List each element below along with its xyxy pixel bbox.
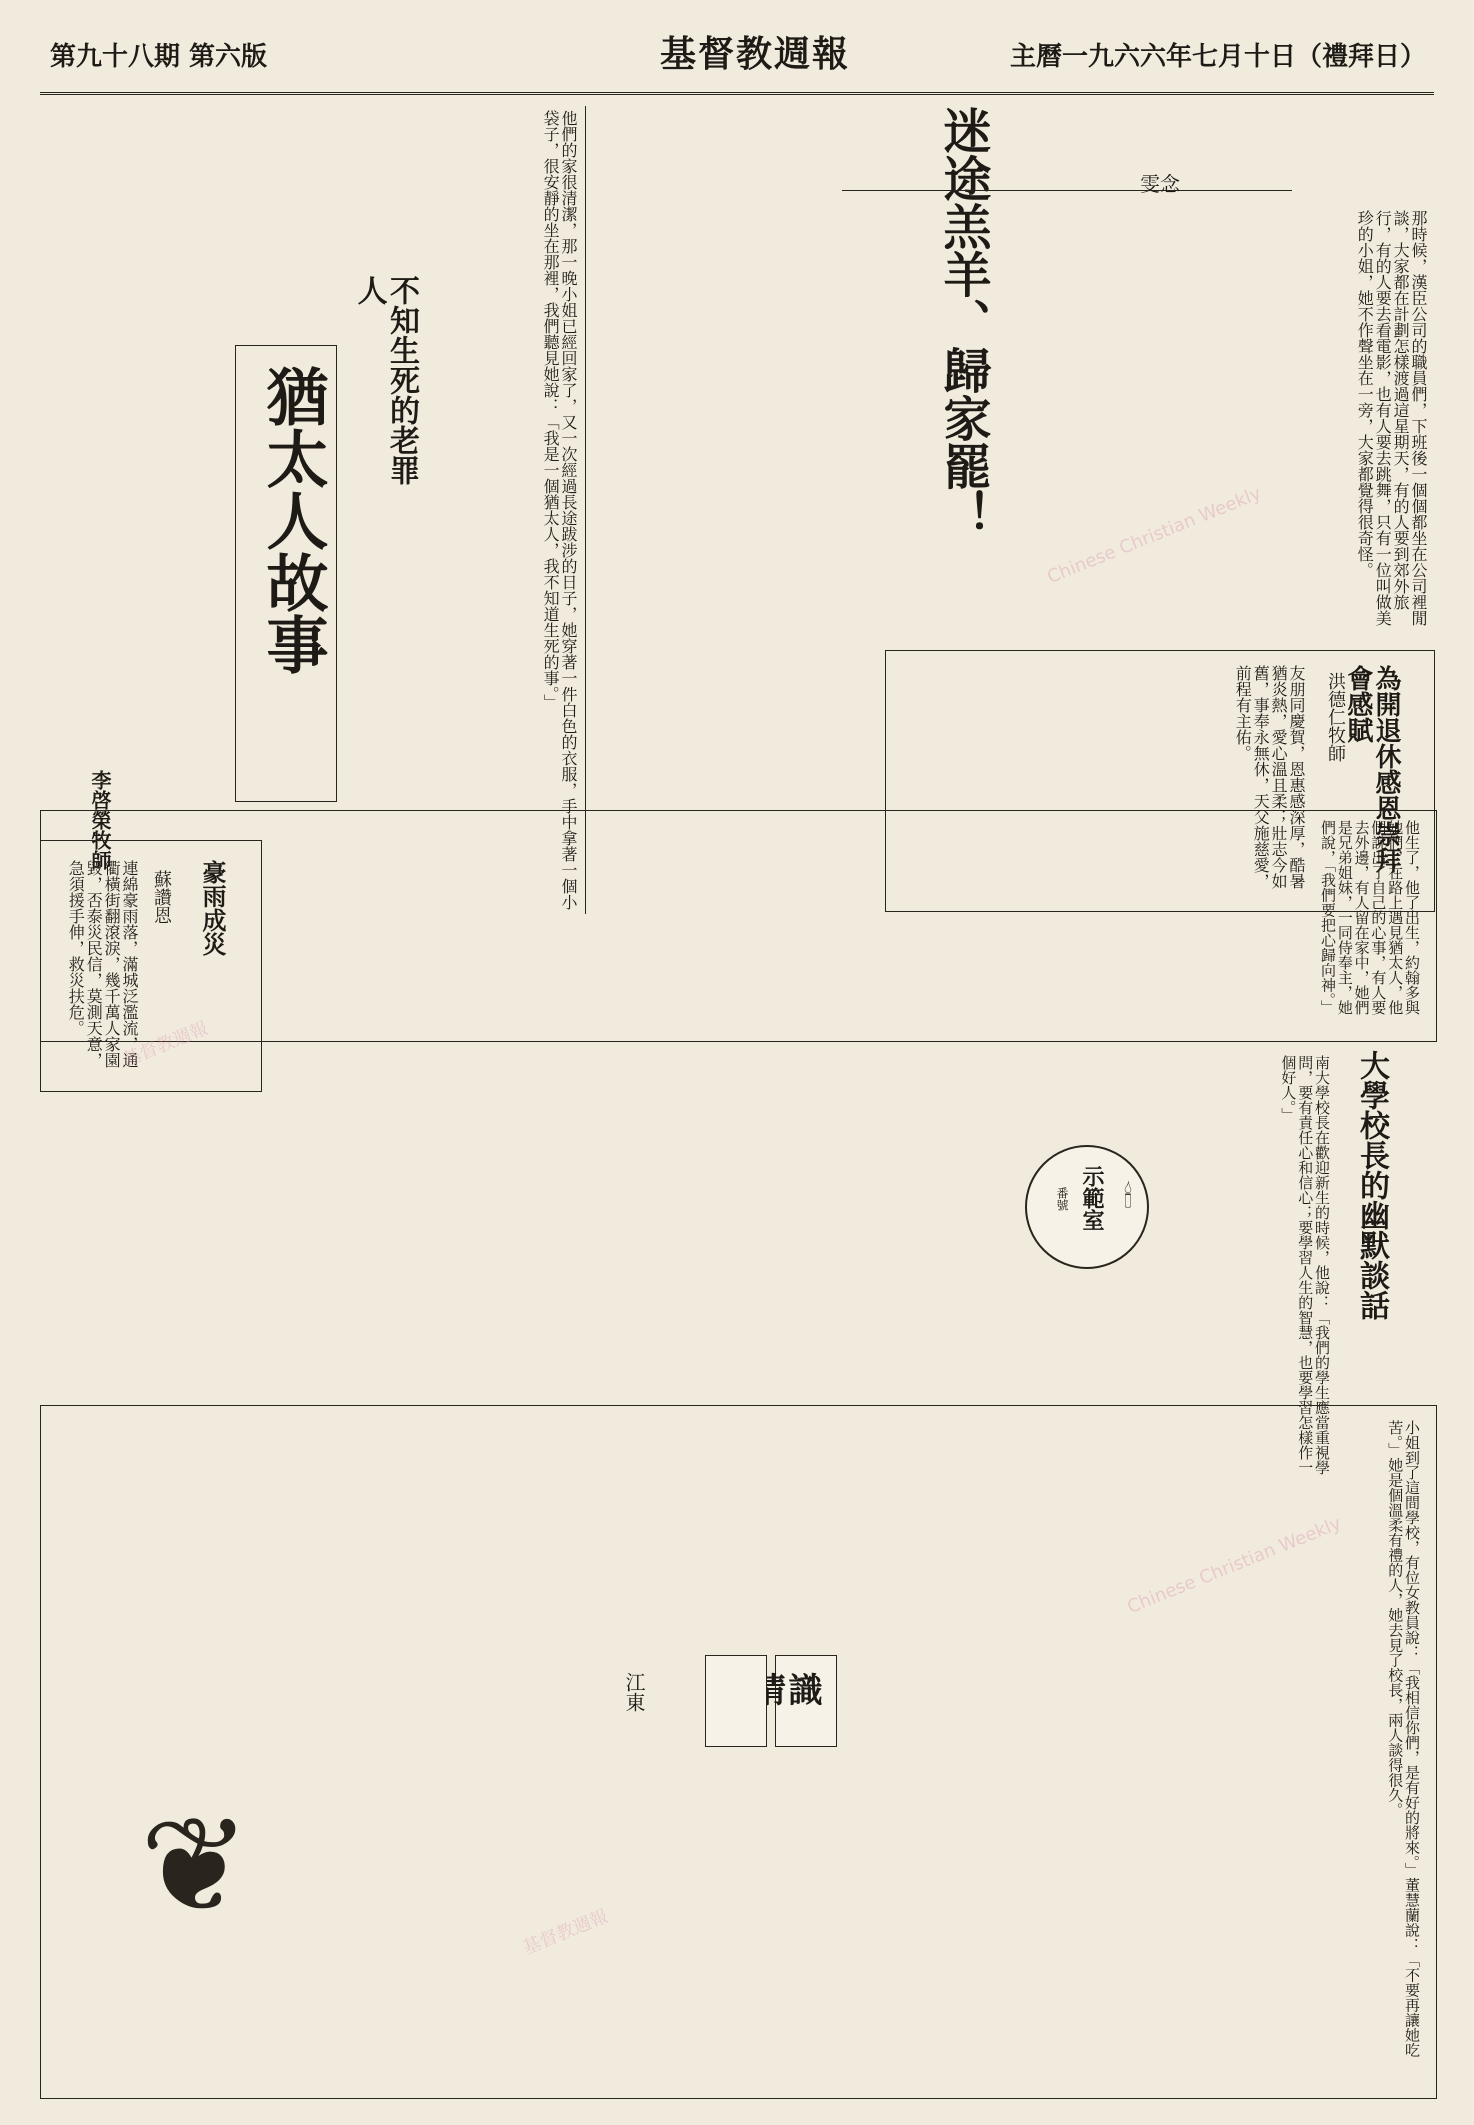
article-divider <box>585 106 586 914</box>
watermark: 基督教週報 <box>119 1017 212 1071</box>
article-author: 李啓榮牧師 <box>88 770 112 870</box>
watermark: Chinese Christian Weekly <box>1044 482 1265 589</box>
article-body: 南大學校長在歡迎新生的時候，他說：「我們的學生應當重視學問，要有責任心和信心；要學習人生的智慧，也要學習怎樣作一個好人。」 <box>1279 1055 1331 1475</box>
article-body: 他們的家很清潔，那一晚小姐已經回家了，又一次經過長途跋涉的日子，她穿著一件白色的衣服，手中拿著一個小袋子，很安靜的坐在那裡，我們聽見她說：「我是一個猶太人，我不知道生死的事。」 <box>541 110 578 910</box>
masthead-issue: 第九十八期 第六版 <box>50 42 268 72</box>
masthead-date: 主曆一九六六年七月十日（禮拜日） <box>1009 42 1426 72</box>
illustration-label: 示範室 <box>1079 1165 1105 1231</box>
poem-author: 蘇讚恩 <box>151 870 172 924</box>
article-title: 迷途羔羊、歸家罷！ <box>935 106 991 538</box>
candle-icon: 🕯 <box>1123 1180 1133 1215</box>
bottom-author: 江東 <box>622 1672 646 1712</box>
article-title: 不知生死的老罪人 <box>351 275 419 485</box>
article-author: 洪德仁牧師 <box>1325 672 1346 762</box>
article-body: 他生了，他了出生，約翰多與她們，在路上遇見猶太人，他們說出了自己的心事，有人要去外邊，有人留在家中，她們是兄弟姐妹，一同侍奉主，她們說，「我們要把心歸向神。」 <box>1319 820 1421 1015</box>
title-box <box>705 1655 767 1747</box>
poem-title: 豪雨成災 <box>198 860 227 956</box>
floral-ornament-icon: ❦ <box>139 1789 251 1943</box>
article-body: 小姐到了這間學校，有位女教員說：「我相信你們，是有好的將來。」董慧蘭說：「不要再讓她吃苦。」她是個溫柔有禮的人，她去見了校長，兩人談得很久。 <box>1386 1420 1421 2058</box>
article-title: 大學校長的幽默談話 <box>1354 1050 1389 1320</box>
masthead <box>40 24 1434 95</box>
masthead-title: 基督教週報 <box>660 33 851 75</box>
illustration-author: 番號 <box>1055 1187 1069 1211</box>
watermark: Chinese Christian Weekly <box>1124 1512 1345 1619</box>
watermark: 基督教週報 <box>519 1905 612 1959</box>
bottom-title-left: 識 <box>782 1672 822 1706</box>
poem-body: 連綿豪雨落，滿城泛濫流，通衢橫街翻滾淚，幾千萬人家園毀，否泰災民信，莫測天意，急須援手伸，救災扶危。 <box>66 860 139 1068</box>
boxed-title: 猶太人故事 <box>256 365 329 675</box>
article-divider <box>842 190 1292 191</box>
article-author: 雯念 <box>1140 172 1180 196</box>
article-body: 友朋同慶賀，恩惠感深厚，酷暑猶炎熱，愛心溫且柔；壯志今如舊，事奉永無休，天父施慈愛，前程有主佑。 <box>1233 665 1306 889</box>
article-body: 那時候，漢臣公司的職員們，下班後一個個都坐在公司裡閒談，大家都在計劃怎樣渡過這星期天，有的人要到郊外旅行，有的人要去看電影，也有人要去跳舞，只有一位叫做美珍的小姐，她不作聲坐在一旁，大家都覺得很奇怪。 <box>1355 210 1428 626</box>
article-title: 為開退休感恩崇拜會感賦 <box>1342 665 1401 873</box>
